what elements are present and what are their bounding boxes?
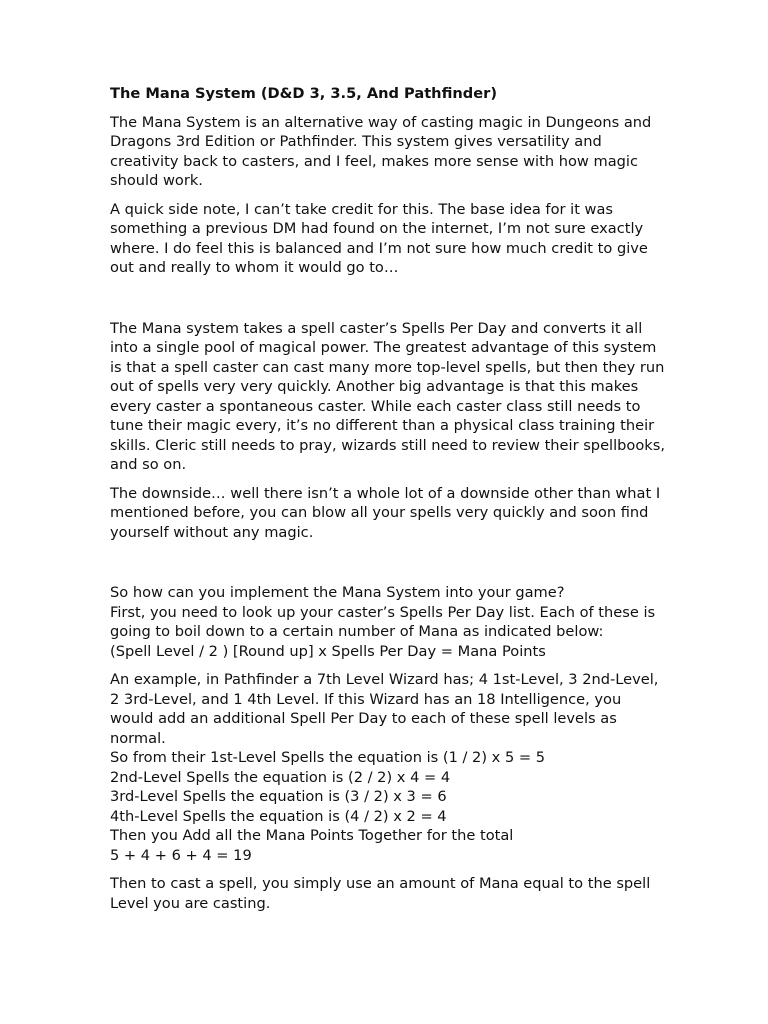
example-total-sum: 5 + 4 + 6 + 4 = 19 [110,846,252,864]
intro-paragraph: The Mana System is an alternative way of casting magic in Dungeons and Dragons 3rd Edition or Pathfinder. This system gives versatility and creativity back to casters, and I feel, makes more sense with how magic should work. [110,113,652,189]
implementation-question: So how can you implement the Mana System into your game? [110,584,565,601]
example-equation-level-4: 4th-Level Spells the equation is (4 / 2) x 2 = 4 [110,807,447,825]
paragraph-gap [110,551,666,583]
downside-paragraph: The downside… well there isn’t a whole lot of a downside other than what I mentioned before, you can blow all your spells very quickly and soon find yourself without any magic. [110,484,661,541]
paragraph-gap [110,287,666,319]
example-equation-level-3: 3rd-Level Spells the equation is (3 / 2) x 3 = 6 [110,788,447,805]
document-page [110,84,666,922]
implementation-instruction: First, you need to look up your caster’s Spells Per Day list. Each of these is going to boil down to a certain number of Mana as indicated below: [110,603,656,640]
mana-formula: (Spell Level / 2 ) [Round up] x Spells Per Day = Mana Points [110,642,546,660]
example-equation-level-1: So from their 1st-Level Spells the equation is (1 / 2) x 5 = 5 [110,749,546,766]
example-total-instruction: Then you Add all the Mana Points Together for the total [110,827,514,844]
system-description-paragraph: The Mana system takes a spell caster’s Spells Per Day and converts it all into a single pool of magical power. The greatest advantage of this system is that a spell caster can cast many more top-level spells, but then they run out of spells very very quickly. Another big advantage is that this makes every caster a spontaneous caster. While each caster class still needs to tune their magic every, it’s no different than a physical class training their skills. Cleric still needs to pray, wizards still need to review their spellbooks, and so on. [110,319,665,473]
example-intro: An example, in Pathfinder a 7th Level Wizard has; 4 1st-Level, 3 2nd-Level, 2 3rd-Level, and 1 4th Level. If this Wizard has an 18 Intelligence, you would add an additional Spell Per Day to each of these spell levels as normal. [110,671,659,747]
credit-note-paragraph: A quick side note, I can’t take credit for this. The base idea for it was something a previous DM had found on the internet, I’m not sure exactly where. I do feel this is balanced and I’m not sure how much credit to give out and really to whom it would go to… [110,200,648,276]
document-title: The Mana System (D&D 3, 3.5, And Pathfinder) [110,85,497,102]
example-equation-level-2: 2nd-Level Spells the equation is (2 / 2) x 4 = 4 [110,768,451,786]
example-paragraph [110,670,666,865]
casting-paragraph: Then to cast a spell, you simply use an amount of Mana equal to the spell Level you are casting. [110,875,651,912]
implementation-paragraph [110,583,666,661]
